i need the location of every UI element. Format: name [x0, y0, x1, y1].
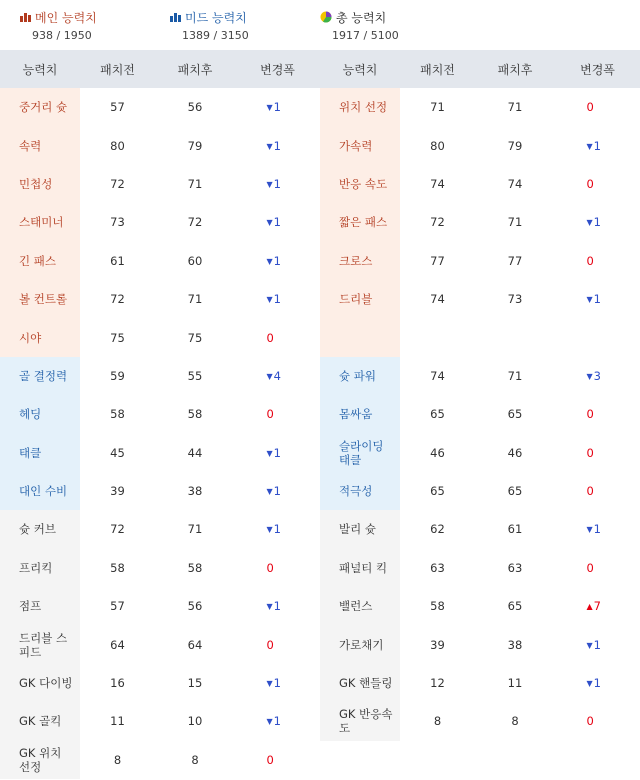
stat-change-right [555, 395, 640, 433]
stat-name-right: 가속력 [320, 126, 400, 164]
stat-change-left [235, 88, 320, 126]
change-value [587, 100, 609, 114]
arrow-down-icon: ▼ [586, 141, 593, 151]
stat-name-left: 민첩성 [0, 165, 80, 203]
stat-before-right: 71 [430, 100, 445, 115]
table-row [0, 664, 640, 702]
stat-before-left: 73 [110, 215, 125, 230]
stat-change-left [235, 625, 320, 663]
stat-after-right: 73 [507, 292, 523, 307]
arrow-down-icon: ▼ [266, 602, 273, 612]
bar-chart-blue-icon [170, 12, 181, 22]
empty-cell [555, 741, 640, 779]
change-value [267, 254, 289, 268]
stat-before-right: 80 [430, 138, 445, 153]
arrow-down-icon: ▼ [586, 371, 593, 381]
arrow-down-icon: ▼ [266, 717, 273, 727]
stat-after-left: 58 [187, 560, 203, 575]
stat-after-left: 71 [187, 176, 203, 191]
table-header-row [0, 50, 640, 88]
stat-after-right: 71 [507, 368, 523, 383]
stat-change-left [235, 472, 320, 510]
change-value [587, 676, 609, 690]
stat-after-left: 44 [187, 445, 203, 460]
stat-change-left [235, 395, 320, 433]
stat-name-right: 드리블 [320, 280, 400, 318]
stat-after-left: 75 [187, 330, 203, 345]
change-number: 1 [273, 215, 281, 230]
stat-after-left: 58 [187, 407, 203, 422]
change-number: 1 [273, 100, 281, 115]
table-row [0, 587, 640, 625]
change-value [267, 484, 289, 498]
change-value [267, 139, 289, 153]
table-row [0, 702, 640, 740]
change-value [267, 599, 289, 613]
stat-change-left [235, 510, 320, 548]
stat-after-right: 77 [507, 253, 523, 268]
stat-before-right: 65 [430, 407, 445, 422]
stat-change-left [235, 741, 320, 779]
change-number: 0 [586, 253, 594, 268]
stat-change-right [555, 472, 640, 510]
stat-name-right: 위치 선정 [320, 88, 400, 126]
change-number: 0 [586, 484, 594, 499]
stat-after-left: 55 [187, 368, 203, 383]
change-number: 1 [273, 445, 281, 460]
stat-before-left: 8 [113, 752, 122, 767]
change-number: 0 [266, 637, 274, 652]
change-value [587, 177, 609, 191]
header-after-right: 패치후 [475, 50, 555, 88]
change-value [267, 177, 289, 191]
stat-name-left: 태클 [0, 434, 80, 472]
change-value [587, 215, 609, 229]
change-number: 7 [593, 599, 601, 614]
stat-before-right: 74 [430, 176, 445, 191]
stat-change-right [555, 318, 640, 356]
stat-after-left: 38 [187, 484, 203, 499]
stat-name-left: 드리블 스피드 [0, 625, 80, 663]
header-before-right: 패치전 [400, 50, 475, 88]
table-row [0, 126, 640, 164]
change-value [587, 484, 609, 498]
change-value [267, 331, 289, 345]
stat-before-right: 12 [430, 676, 445, 691]
change-value [587, 561, 609, 575]
change-number: 1 [593, 292, 601, 307]
change-number: 4 [273, 368, 281, 383]
stat-change-left [235, 702, 320, 740]
change-value [267, 676, 289, 690]
change-value [267, 100, 289, 114]
stat-after-right: 11 [507, 676, 523, 691]
stat-before-left: 64 [110, 637, 125, 652]
change-number: 1 [593, 522, 601, 537]
stat-before-left: 80 [110, 138, 125, 153]
stat-after-left: 71 [187, 292, 203, 307]
stat-name-left: GK 위치 선정 [0, 741, 80, 779]
stat-name-right: 짧은 패스 [320, 203, 400, 241]
table-row [0, 203, 640, 241]
stat-after-right: 65 [507, 407, 523, 422]
empty-cell [475, 741, 555, 779]
arrow-down-icon: ▼ [266, 141, 273, 151]
main-stats-label: 메인 능력치 [35, 10, 97, 25]
stat-before-left: 57 [110, 100, 125, 115]
stat-after-right: 38 [507, 637, 523, 652]
header-before-left: 패치전 [80, 50, 155, 88]
stat-name-right: 패널티 킥 [320, 549, 400, 587]
stat-name-left: 시야 [0, 318, 80, 356]
stat-after-left: 10 [187, 714, 203, 729]
stat-name-right: 크로스 [320, 242, 400, 280]
stat-change-left [235, 357, 320, 395]
arrow-down-icon: ▼ [586, 295, 593, 305]
stat-change-right [555, 434, 640, 472]
stat-after-right: 79 [507, 138, 523, 153]
change-number: 1 [273, 599, 281, 614]
stat-change-right [555, 587, 640, 625]
stat-name-left: GK 골킥 [0, 702, 80, 740]
stat-name-right: 적극성 [320, 472, 400, 510]
stat-after-right: 71 [507, 215, 523, 230]
stat-change-left [235, 664, 320, 702]
stat-before-left: 72 [110, 292, 125, 307]
mid-stats-title [170, 8, 320, 26]
stat-change-left [235, 280, 320, 318]
empty-cell [320, 741, 400, 779]
stat-after-left: 60 [187, 253, 203, 268]
stat-before-right: 62 [430, 522, 445, 537]
table-body [0, 88, 640, 779]
table-row [0, 549, 640, 587]
change-value [267, 522, 289, 536]
change-value [267, 714, 289, 728]
stat-before-left: 11 [110, 714, 125, 729]
arrow-down-icon: ▼ [266, 256, 273, 266]
stat-before-right: 39 [430, 637, 445, 652]
total-stats-title [320, 8, 470, 26]
arrow-down-icon: ▼ [266, 371, 273, 381]
stat-name-left: 긴 패스 [0, 242, 80, 280]
stat-before-right: 74 [430, 292, 445, 307]
stat-name-right: GK 핸들링 [320, 664, 400, 702]
stat-before-left: 57 [110, 599, 125, 614]
stat-name-right: 반응 속도 [320, 165, 400, 203]
mid-stats-label: 미드 능력치 [185, 10, 247, 25]
stat-comparison-table [0, 50, 640, 779]
change-number: 1 [593, 637, 601, 652]
stat-name-left: 슛 커브 [0, 510, 80, 548]
stat-before-left: 39 [110, 484, 125, 499]
stat-after-left: 72 [187, 215, 203, 230]
change-number: 1 [273, 714, 281, 729]
stat-name-right: 슛 파워 [320, 357, 400, 395]
stat-change-right [555, 203, 640, 241]
change-value [587, 638, 609, 652]
change-value [587, 254, 609, 268]
stat-change-right [555, 165, 640, 203]
stat-after-right: 65 [507, 599, 523, 614]
total-stats-summary [320, 8, 470, 50]
change-number: 1 [593, 215, 601, 230]
stat-change-right [555, 280, 640, 318]
change-number: 1 [273, 176, 281, 191]
table-row [0, 318, 640, 356]
stat-before-left: 45 [110, 445, 125, 460]
empty-cell [400, 741, 475, 779]
arrow-up-icon: ▲ [586, 602, 593, 612]
bar-chart-red-icon [20, 12, 31, 22]
stat-before-left: 72 [110, 522, 125, 537]
change-value [267, 369, 289, 383]
stat-change-left [235, 318, 320, 356]
arrow-down-icon: ▼ [266, 679, 273, 689]
stat-name-left: 골 결정력 [0, 357, 80, 395]
pie-chart-icon [320, 11, 332, 23]
arrow-down-icon: ▼ [266, 179, 273, 189]
stat-change-right [555, 702, 640, 740]
stat-after-right: 65 [507, 484, 523, 499]
table-row [0, 357, 640, 395]
arrow-down-icon: ▼ [586, 218, 593, 228]
stat-after-left: 56 [187, 100, 203, 115]
stat-before-right: 46 [430, 445, 445, 460]
header-change-right: 변경폭 [555, 50, 640, 88]
change-value [267, 407, 289, 421]
arrow-down-icon: ▼ [586, 525, 593, 535]
stat-change-right [555, 625, 640, 663]
change-value [587, 139, 609, 153]
change-number: 1 [593, 676, 601, 691]
change-value [267, 215, 289, 229]
table-row [0, 434, 640, 472]
stat-change-left [235, 242, 320, 280]
stat-name-left: 점프 [0, 587, 80, 625]
arrow-down-icon: ▼ [586, 679, 593, 689]
stat-change-left [235, 126, 320, 164]
stat-change-left [235, 165, 320, 203]
stat-name-left: 볼 컨트롤 [0, 280, 80, 318]
change-value [267, 561, 289, 575]
stat-change-right [555, 88, 640, 126]
change-number: 0 [586, 445, 594, 460]
stat-name-left: 중거리 슛 [0, 88, 80, 126]
stat-name-left: 스태미너 [0, 203, 80, 241]
stat-change-right [555, 549, 640, 587]
stat-change-left [235, 587, 320, 625]
main-stats-value: 938 / 1950 [32, 29, 92, 42]
change-number: 1 [273, 676, 281, 691]
arrow-down-icon: ▼ [266, 525, 273, 535]
change-value [267, 753, 289, 767]
stat-after-right: 61 [507, 522, 523, 537]
stat-after-left: 79 [187, 138, 203, 153]
table-row [0, 472, 640, 510]
main-stats-summary [20, 8, 170, 50]
change-value [587, 714, 609, 728]
stat-name-left: 속력 [0, 126, 80, 164]
arrow-down-icon: ▼ [586, 640, 593, 650]
stat-before-right: 74 [430, 368, 445, 383]
header-after-left: 패치후 [155, 50, 235, 88]
stat-after-left: 8 [191, 752, 199, 767]
header-stat-right: 능력치 [320, 50, 400, 88]
stat-name-right: 가로채기 [320, 625, 400, 663]
change-value [587, 292, 609, 306]
stat-after-right [475, 318, 555, 356]
table-row [0, 242, 640, 280]
stat-name-right: 밸런스 [320, 587, 400, 625]
change-number: 0 [266, 407, 274, 422]
stat-before-left: 61 [110, 253, 125, 268]
stat-after-right: 63 [507, 560, 523, 575]
change-number: 1 [593, 138, 601, 153]
stat-after-right: 74 [507, 176, 523, 191]
mid-stats-summary [170, 8, 320, 50]
stat-before-right: 72 [430, 215, 445, 230]
change-number: 3 [593, 368, 601, 383]
change-value [587, 522, 609, 536]
stat-before-left: 58 [110, 560, 125, 575]
mid-stats-value: 1389 / 3150 [182, 29, 249, 42]
stat-before-left: 59 [110, 368, 125, 383]
change-number: 1 [273, 484, 281, 499]
stat-after-left: 71 [187, 522, 203, 537]
change-number: 1 [273, 522, 281, 537]
stat-change-left [235, 203, 320, 241]
table-row [0, 510, 640, 548]
stat-change-left [235, 434, 320, 472]
change-value [267, 292, 289, 306]
main-stats-title [20, 8, 170, 26]
arrow-down-icon: ▼ [266, 448, 273, 458]
stat-after-right: 46 [507, 445, 523, 460]
change-value [267, 446, 289, 460]
stat-name-right: 발리 슛 [320, 510, 400, 548]
stat-before-right: 77 [430, 253, 445, 268]
table-row [0, 88, 640, 126]
stat-change-right [555, 126, 640, 164]
table-row [0, 395, 640, 433]
stat-after-right: 71 [507, 100, 523, 115]
stats-summary [0, 0, 640, 50]
stat-change-right [555, 357, 640, 395]
change-number: 0 [266, 752, 274, 767]
stat-before-right: 8 [433, 714, 442, 729]
change-number: 0 [586, 407, 594, 422]
change-number: 0 [586, 560, 594, 575]
change-value [587, 369, 609, 383]
stat-name-right: GK 반응속도 [320, 702, 400, 740]
arrow-down-icon: ▼ [266, 487, 273, 497]
change-value [587, 599, 609, 613]
header-stat-left: 능력치 [0, 50, 80, 88]
arrow-down-icon: ▼ [266, 218, 273, 228]
total-stats-value: 1917 / 5100 [332, 29, 399, 42]
stat-name-left: 헤딩 [0, 395, 80, 433]
change-number: 1 [273, 292, 281, 307]
stat-before-left: 72 [110, 176, 125, 191]
change-value [587, 446, 609, 460]
stat-change-left [235, 549, 320, 587]
stat-change-right [555, 242, 640, 280]
stat-before-right [400, 318, 475, 356]
arrow-down-icon: ▼ [266, 295, 273, 305]
table-row [0, 741, 640, 779]
stat-name-right [320, 318, 400, 356]
stat-after-left: 15 [187, 676, 203, 691]
change-number: 0 [266, 330, 274, 345]
stat-after-right: 8 [511, 714, 519, 729]
arrow-down-icon: ▼ [266, 103, 273, 113]
change-number: 0 [266, 560, 274, 575]
change-number: 1 [273, 138, 281, 153]
stat-before-right: 65 [430, 484, 445, 499]
change-value [267, 638, 289, 652]
stat-before-left: 75 [110, 330, 125, 345]
stat-before-left: 58 [110, 407, 125, 422]
stat-before-right: 63 [430, 560, 445, 575]
stat-change-right [555, 664, 640, 702]
stat-after-left: 56 [187, 599, 203, 614]
header-change-left: 변경폭 [235, 50, 320, 88]
change-number: 0 [586, 714, 594, 729]
stat-before-left: 16 [110, 676, 125, 691]
total-stats-label: 총 능력치 [336, 10, 387, 25]
table-row [0, 165, 640, 203]
stat-name-left: 프리킥 [0, 549, 80, 587]
change-number: 1 [273, 253, 281, 268]
change-number: 0 [586, 176, 594, 191]
stat-name-right: 몸싸움 [320, 395, 400, 433]
stat-before-right: 58 [430, 599, 445, 614]
stat-after-left: 64 [187, 637, 203, 652]
table-row [0, 625, 640, 663]
change-number: 0 [586, 100, 594, 115]
change-value [587, 407, 609, 421]
stat-name-left: 대인 수비 [0, 472, 80, 510]
stat-name-right: 슬라이딩 태클 [320, 434, 400, 472]
stat-change-right [555, 510, 640, 548]
stat-name-left: GK 다이빙 [0, 664, 80, 702]
table-row [0, 280, 640, 318]
